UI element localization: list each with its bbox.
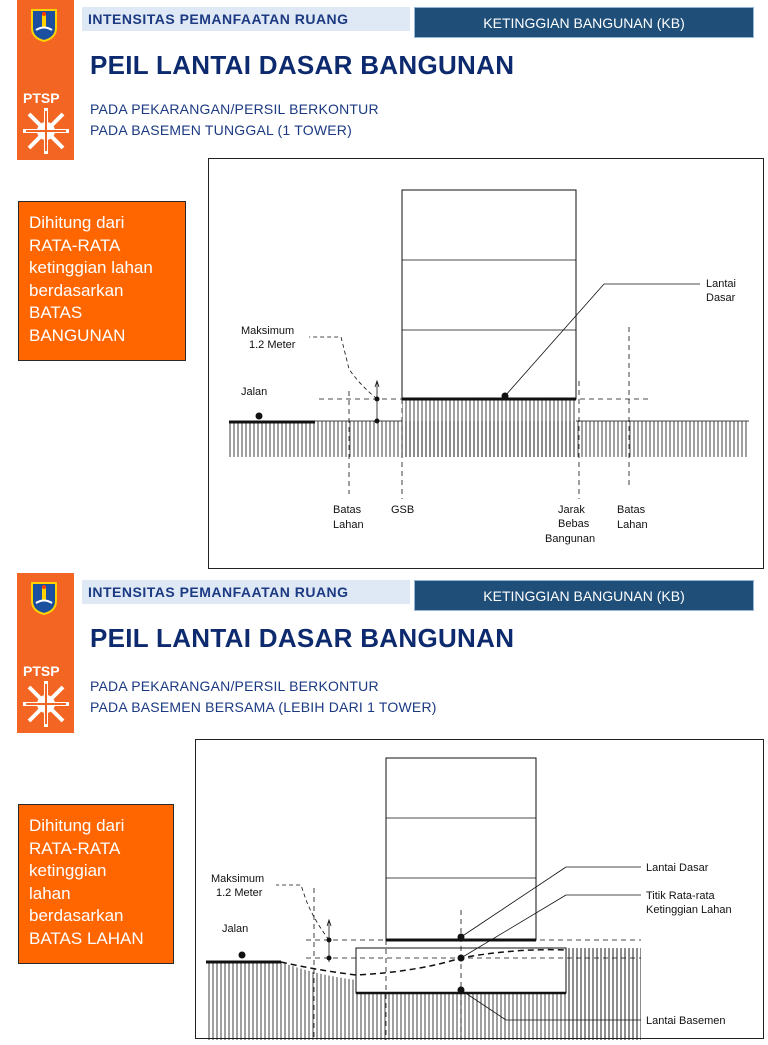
ptsp-logo-text: PTSP [23,663,60,679]
label-maksimum: Maksimum [241,325,295,337]
ptsp-snowflake-icon [21,679,71,729]
logo-strip [17,0,74,160]
label-1-2-meter: 1.2 Meter [216,887,263,899]
note-box [18,201,186,361]
note-line: Dihitung dari [29,213,125,232]
ptsp-logo [17,653,74,733]
note-line: berdasarkan [29,280,124,300]
subtitle-line-2: PADA BASEMEN BERSAMA (LEBIH DARI 1 TOWER) [90,699,437,715]
note-line: ketinggian lahan [29,258,153,277]
label-lantai: Lantai [706,278,736,290]
jakarta-crest-icon [29,581,59,615]
note-line: berdasarkan [29,906,124,925]
road-point [239,952,246,959]
ptsp-logo [17,80,74,160]
label-batas: Batas [333,504,362,516]
diagram-1 [208,158,764,569]
label-1-2-meter: 1.2 Meter [249,339,296,351]
jakarta-crest-icon [29,8,59,42]
note-line: BATAS LAHAN [29,928,144,948]
label-jalan: Jalan [241,386,268,398]
note-line: lahan [29,883,71,903]
label-maksimum: Maksimum [211,873,265,885]
label-bangunan: Bangunan [545,533,596,545]
label-dasar: Dasar [706,292,736,304]
label-jalan: Jalan [222,923,249,935]
page-title: PEIL LANTAI DASAR BANGUNAN [90,50,515,80]
diagram-1-svg [209,159,765,570]
page-title: PEIL LANTAI DASAR BANGUNAN [90,623,515,653]
note-line: RATA-RATA [29,235,121,255]
label-gsb: GSB [391,504,415,516]
diagram-2-svg [196,740,765,1040]
label-lantai-dasar: Lantai Dasar [646,862,709,874]
logo-strip [17,573,74,733]
building [402,190,576,399]
label-jarak: Jarak [558,504,585,516]
label-bebas: Bebas [558,518,590,530]
ptsp-logo-text: PTSP [23,90,60,106]
label-lahan: Lahan [333,519,364,531]
header-left-title: INTENSITAS PEMANFAATAN RUANG [82,7,410,31]
label-batas-2: Batas [617,504,646,516]
label-ketinggian: Ketinggian Lahan [646,904,732,916]
slide-2 [0,573,768,1027]
note-line: BANGUNAN [29,325,126,345]
subtitle-line-1: PADA PEKARANGAN/PERSIL BERKONTUR [90,101,379,117]
header-right-title: KETINGGIAN BANGUNAN (KB) [414,7,754,38]
header-left-title: INTENSITAS PEMANFAATAN RUANG [82,580,410,604]
note-line: ketinggian [29,861,107,880]
subtitle-line-1: PADA PEKARANGAN/PERSIL BERKONTUR [90,678,379,694]
note-line: BATAS [29,303,83,322]
raised-ground-hatch [402,399,576,457]
label-lahan-2: Lahan [617,519,648,531]
ptsp-snowflake-icon [21,106,71,156]
road-point [256,413,263,420]
header-right-title: KETINGGIAN BANGUNAN (KB) [414,580,754,611]
label-titik: Titik Rata-rata [646,890,715,902]
subtitle-line-2: PADA BASEMEN TUNGGAL (1 TOWER) [90,122,352,138]
note-line: RATA-RATA [29,838,121,858]
note-line: Dihitung dari [29,816,125,835]
note-box [18,804,174,964]
diagram-2 [195,739,764,1039]
label-lantai-basemen: Lantai Basemen [646,1015,726,1027]
